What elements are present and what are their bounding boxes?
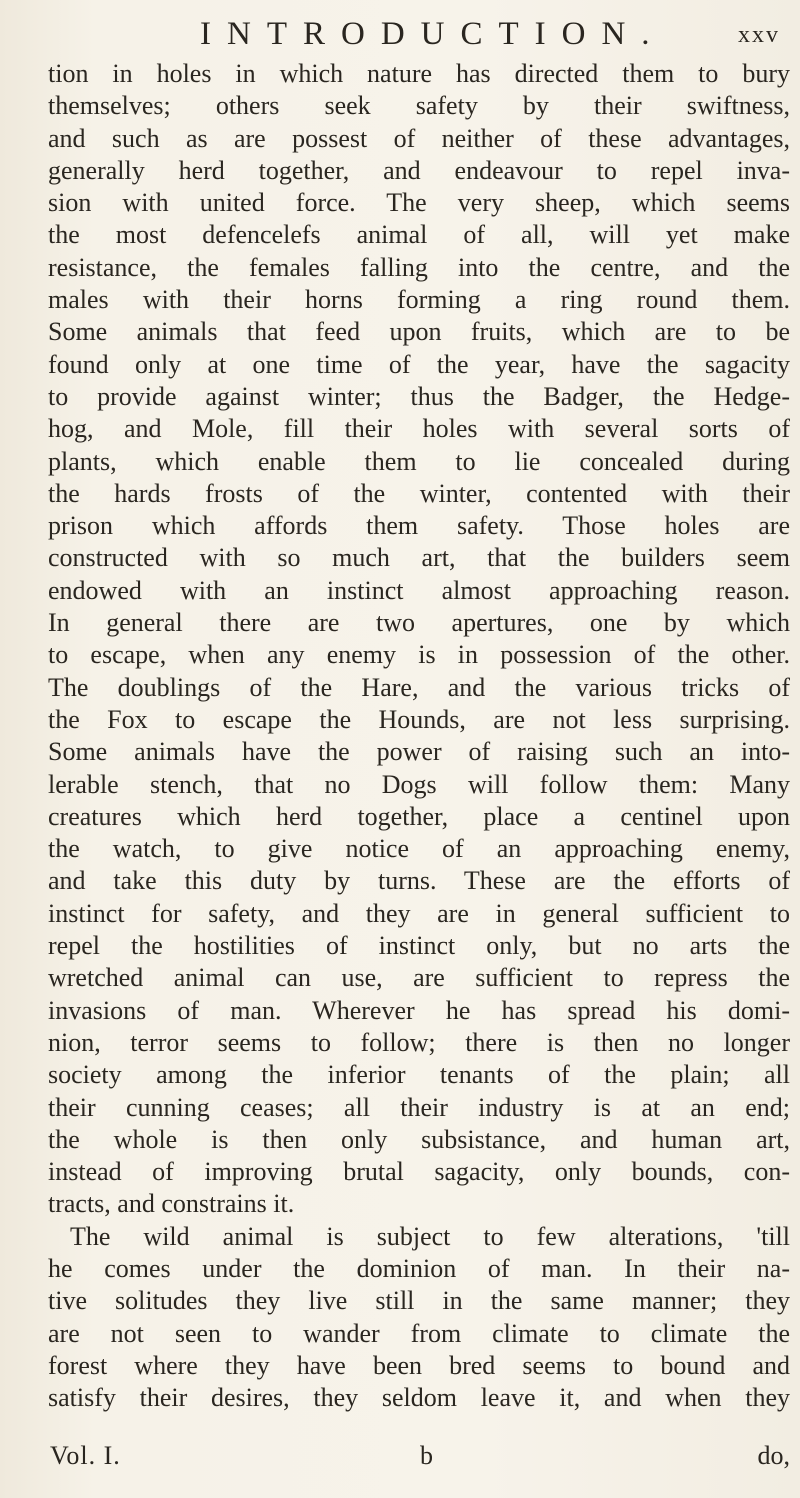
text-line: nion, terror seems to follow; there is then no longer <box>48 1027 790 1057</box>
body-text <box>48 58 790 1414</box>
text-line: prison which affords them safety. Those holes are <box>48 511 790 541</box>
paragraph-end-line: tracts, and constrains it. <box>48 1189 295 1219</box>
text-line: the watch, to give notice of an approaching enemy, <box>48 834 790 864</box>
text-line: and take this duty by turns. These are the efforts of <box>48 866 790 896</box>
text-line: generally herd together, and endeavour to repel inva- <box>48 155 790 185</box>
text-line: lerable stench, that no Dogs will follow them: Many <box>48 769 790 799</box>
text-line: found only at one time of the year, have the sagacity <box>48 349 790 379</box>
volume-label: Vol. I. <box>50 1441 121 1470</box>
text-line: themselves; others seek safety by their swiftness, <box>48 91 790 121</box>
paragraph-start-line: The wild animal is subject to few alterations, 'till <box>70 1221 790 1251</box>
text-line: instead of improving brutal sagacity, only bounds, con- <box>48 1157 790 1187</box>
running-title: INTRODUCTION. <box>200 16 666 52</box>
text-line: tive solitudes they live still in the same manner; they <box>48 1286 790 1316</box>
text-line: forest where they have been bred seems to bound and <box>48 1350 790 1380</box>
text-line: repel the hostilities of instinct only, but no arts the <box>48 931 790 961</box>
text-line: the most defencelefs animal of all, will yet make <box>48 220 790 250</box>
text-line: to provide against winter; thus the Badger, the Hedge- <box>48 381 790 411</box>
text-line: the hards frosts of the winter, contented with their <box>48 478 790 508</box>
signature-mark: b <box>420 1441 433 1470</box>
page-number: xxv <box>738 22 780 48</box>
text-line: males with their horns forming a ring round them. <box>48 285 790 315</box>
text-line: he comes under the dominion of man. In their na- <box>48 1253 790 1283</box>
text-line: Some animals that feed upon fruits, which are to be <box>48 317 790 347</box>
text-line: are not seen to wander from climate to climate the <box>48 1318 790 1348</box>
running-header <box>200 14 780 54</box>
text-line: instinct for safety, and they are in general sufficient to <box>48 898 790 928</box>
text-line: satisfy their desires, they seldom leave it, and when they <box>48 1383 790 1413</box>
text-line: the whole is then only subsistance, and human art, <box>48 1124 790 1154</box>
text-line: plants, which enable them to lie concealed during <box>48 446 790 476</box>
text-line: wretched animal can use, are sufficient to repress the <box>48 963 790 993</box>
text-line: In general there are two apertures, one by which <box>48 608 790 638</box>
text-line: invasions of man. Wherever he has spread his domi- <box>48 995 790 1025</box>
text-line: Some animals have the power of raising such an into- <box>48 737 790 767</box>
page-footer <box>50 1440 790 1474</box>
text-line: the Fox to escape the Hounds, are not less surprising. <box>48 704 790 734</box>
text-line: society among the inferior tenants of the plain; all <box>48 1060 790 1090</box>
text-line: sion with united force. The very sheep, which seems <box>48 188 790 218</box>
text-line: and such as are possest of neither of these advantages, <box>48 123 790 153</box>
text-line: creatures which herd together, place a centinel upon <box>48 801 790 831</box>
text-line: hog, and Mole, fill their holes with several sorts of <box>48 414 790 444</box>
text-line: constructed with so much art, that the builders seem <box>48 543 790 573</box>
text-line: endowed with an instinct almost approaching reason. <box>48 575 790 605</box>
text-line: their cunning ceases; all their industry is at an end; <box>48 1092 790 1122</box>
catchword: do, <box>757 1441 790 1470</box>
text-line: resistance, the females falling into the centre, and the <box>48 252 790 282</box>
text-line: The doublings of the Hare, and the various tricks of <box>48 672 790 702</box>
text-line: tion in holes in which nature has directed them to bury <box>48 59 790 88</box>
text-line: to escape, when any enemy is in possession of the other. <box>48 640 790 670</box>
